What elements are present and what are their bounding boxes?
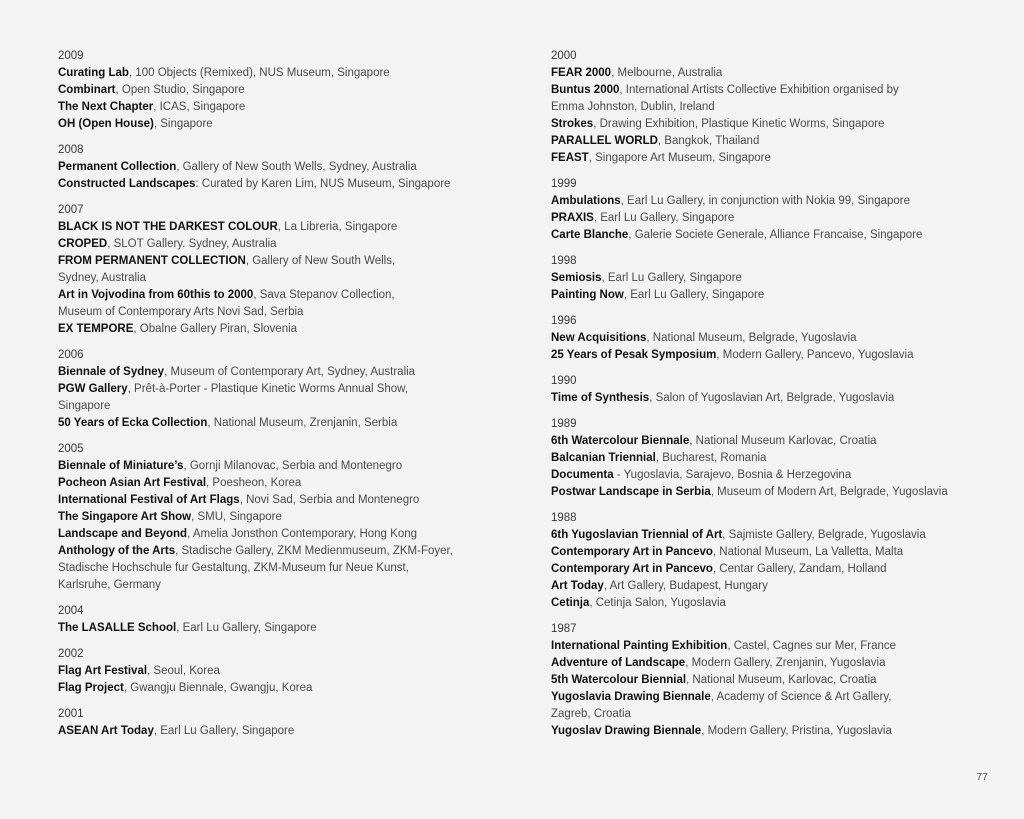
exhibition-title: Documenta xyxy=(551,469,614,481)
exhibition-entry xyxy=(58,475,498,492)
exhibition-details: , Sava Stepanov Collection, Museum of Contemporary Arts Novi Sad, Serbia xyxy=(58,289,395,318)
exhibition-title: 6th Watercolour Biennale xyxy=(551,435,690,447)
exhibition-details: , National Museum, Zrenjanin, Serbia xyxy=(207,417,398,429)
exhibition-entry xyxy=(551,638,991,655)
exhibition-title: Contemporary Art in Pancevo xyxy=(551,563,713,575)
year-section xyxy=(58,48,498,133)
exhibition-details: , Museum of Contemporary Art, Sydney, Australia xyxy=(164,366,416,378)
exhibition-details: , Novi Sad, Serbia and Montenegro xyxy=(239,494,420,506)
exhibition-details: , Singapore Art Museum, Singapore xyxy=(588,152,771,164)
exhibition-details: - Yugoslavia, Sarajevo, Bosnia & Herzegovina xyxy=(613,469,852,481)
exhibition-title: FEAST xyxy=(551,152,589,164)
exhibition-title: Art Today xyxy=(551,580,604,592)
exhibition-entry xyxy=(551,527,991,544)
exhibition-entry xyxy=(551,578,991,595)
exhibition-entry xyxy=(58,82,498,99)
year-heading: 2009 xyxy=(58,50,84,62)
exhibition-entry xyxy=(58,543,498,594)
exhibition-details: , Museum of Modern Art, Belgrade, Yugoslavia xyxy=(710,486,948,498)
year-section xyxy=(551,253,991,304)
year-section xyxy=(551,48,991,167)
exhibition-entry xyxy=(58,526,498,543)
exhibition-entry xyxy=(551,210,991,227)
exhibition-entry xyxy=(551,723,991,740)
exhibition-title: Yugoslav Drawing Biennale xyxy=(551,725,702,737)
exhibition-details: , Centar Gallery, Zandam, Holland xyxy=(712,563,887,575)
exhibition-title: Painting Now xyxy=(551,289,624,301)
exhibition-details: , Salon of Yugoslavian Art, Belgrade, Yugoslavia xyxy=(649,392,895,404)
exhibition-entry xyxy=(58,321,498,338)
year-heading: 2000 xyxy=(551,50,577,62)
page-number: 77 xyxy=(976,771,988,783)
exhibition-title: Permanent Collection xyxy=(58,161,177,173)
exhibition-details: , Earl Lu Gallery, Singapore xyxy=(601,272,742,284)
exhibition-entry xyxy=(551,655,991,672)
exhibition-entry xyxy=(551,467,991,484)
year-heading: 2004 xyxy=(58,605,84,617)
exhibition-entry xyxy=(551,287,991,304)
exhibition-details: , Earl Lu Gallery, Singapore xyxy=(153,725,295,737)
exhibition-title: ASEAN Art Today xyxy=(58,725,154,737)
year-heading: 1987 xyxy=(551,623,577,635)
year-section xyxy=(551,373,991,407)
exhibition-entry xyxy=(58,509,498,526)
exhibition-details: , Seoul, Korea xyxy=(147,665,220,677)
year-section xyxy=(551,176,991,244)
exhibition-entry xyxy=(551,150,991,167)
exhibition-entry xyxy=(58,663,498,680)
exhibition-details: , Cetinja Salon, Yugoslavia xyxy=(589,597,726,609)
exhibition-entry xyxy=(551,561,991,578)
exhibition-entry xyxy=(58,458,498,475)
exhibition-title: Strokes xyxy=(551,118,594,130)
exhibition-details: , Earl Lu Gallery, in conjunction with Nokia 99, Singapore xyxy=(620,195,910,207)
exhibition-details: , National Museum, Karlovac, Croatia xyxy=(686,674,877,686)
exhibition-details: , Stadische Gallery, ZKM Medienmuseum, ZKM-Foyer, Stadische Hochschule fur Gestaltung, ZKM-Museum fur Neue Kunst, Karlsruhe, Germany xyxy=(58,545,453,591)
exhibition-title: Curating Lab xyxy=(58,67,129,79)
exhibition-title: Biennale of Sydney xyxy=(58,366,165,378)
year-section xyxy=(551,621,991,740)
exhibition-details: , Singapore xyxy=(153,118,213,130)
year-heading: 2001 xyxy=(58,708,84,720)
exhibition-entry xyxy=(58,176,498,193)
year-section xyxy=(58,706,498,740)
year-heading: 1999 xyxy=(551,178,577,190)
exhibition-title: PRAXIS xyxy=(551,212,594,224)
exhibition-entry xyxy=(551,484,991,501)
exhibition-title: Semiosis xyxy=(551,272,602,284)
exhibition-entry xyxy=(58,287,498,321)
exhibition-entry xyxy=(58,65,498,82)
exhibition-title: Adventure of Landscape xyxy=(551,657,686,669)
year-section xyxy=(551,313,991,364)
exhibition-title: Cetinja xyxy=(551,597,590,609)
exhibition-entry xyxy=(551,672,991,689)
exhibition-title: Ambulations xyxy=(551,195,621,207)
exhibition-title: The LASALLE School xyxy=(58,622,177,634)
exhibition-details: , Modern Gallery, Zrenjanin, Yugoslavia xyxy=(685,657,886,669)
year-heading: 1996 xyxy=(551,315,577,327)
year-heading: 2007 xyxy=(58,204,84,216)
left-column xyxy=(58,48,498,749)
year-heading: 2008 xyxy=(58,144,84,156)
exhibition-details: , Art Gallery, Budapest, Hungary xyxy=(603,580,768,592)
exhibition-entry xyxy=(551,347,991,364)
year-heading: 1998 xyxy=(551,255,577,267)
exhibition-entry xyxy=(58,415,498,432)
exhibition-title: Balcanian Triennial xyxy=(551,452,656,464)
exhibition-entry xyxy=(58,620,498,637)
exhibition-title: Yugoslavia Drawing Biennale xyxy=(551,691,711,703)
exhibition-details: , SLOT Gallery. Sydney, Australia xyxy=(107,238,277,250)
exhibition-details: , Sajmiste Gallery, Belgrade, Yugoslavia xyxy=(722,529,926,541)
year-section xyxy=(58,441,498,594)
exhibition-details: , Academy of Science & Art Gallery, Zagreb, Croatia xyxy=(551,691,892,720)
exhibition-details: , Drawing Exhibition, Plastique Kinetic Worms, Singapore xyxy=(593,118,885,130)
exhibition-entry xyxy=(551,193,991,210)
year-heading: 2005 xyxy=(58,443,84,455)
exhibition-details: , SMU, Singapore xyxy=(191,511,282,523)
exhibition-details: , International Artists Collective Exhibition organised by Emma Johnston, Dublin, Ireland xyxy=(551,84,899,113)
exhibition-title: FROM PERMANENT COLLECTION xyxy=(58,255,246,267)
exhibition-entry xyxy=(551,433,991,450)
year-heading: 2002 xyxy=(58,648,84,660)
exhibition-entry xyxy=(58,680,498,697)
exhibition-entry xyxy=(58,492,498,509)
exhibition-details: , National Museum, Belgrade, Yugoslavia xyxy=(646,332,857,344)
exhibition-title: Flag Project xyxy=(58,682,124,694)
exhibition-details: , Modern Gallery, Pancevo, Yugoslavia xyxy=(716,349,914,361)
exhibition-entry xyxy=(551,133,991,150)
exhibition-title: The Next Chapter xyxy=(58,101,154,113)
exhibition-title: EX TEMPORE xyxy=(58,323,134,335)
year-heading: 1988 xyxy=(551,512,577,524)
exhibition-entry xyxy=(551,227,991,244)
exhibition-details: , La Libreria, Singapore xyxy=(277,221,398,233)
exhibition-title: Combinart xyxy=(58,84,116,96)
exhibition-details: : Curated by Karen Lim, NUS Museum, Singapore xyxy=(195,178,451,190)
exhibition-title: Pocheon Asian Art Festival xyxy=(58,477,207,489)
exhibition-entry xyxy=(551,544,991,561)
exhibition-entry xyxy=(551,270,991,287)
exhibition-details: , Castel, Cagnes sur Mer, France xyxy=(727,640,897,652)
exhibition-details: , Obalne Gallery Piran, Slovenia xyxy=(133,323,298,335)
year-section xyxy=(551,416,991,501)
exhibition-details: , Gwangju Biennale, Gwangju, Korea xyxy=(123,682,313,694)
exhibition-entry xyxy=(58,364,498,381)
exhibition-title: Anthology of the Arts xyxy=(58,545,176,557)
exhibition-details: , National Museum Karlovac, Croatia xyxy=(689,435,877,447)
exhibition-details: , National Museum, La Valletta, Malta xyxy=(712,546,904,558)
exhibition-details: , Poesheon, Korea xyxy=(206,477,302,489)
year-section xyxy=(58,347,498,432)
exhibition-details: , Galerie Societe Generale, Alliance Francaise, Singapore xyxy=(628,229,923,241)
year-heading: 2006 xyxy=(58,349,84,361)
exhibition-details: , Earl Lu Gallery, Singapore xyxy=(623,289,765,301)
year-heading: 1989 xyxy=(551,418,577,430)
exhibition-title: New Acquisitions xyxy=(551,332,647,344)
exhibition-entry xyxy=(551,330,991,347)
year-section xyxy=(58,603,498,637)
exhibition-title: CROPED xyxy=(58,238,108,250)
exhibition-title: 50 Years of Ecka Collection xyxy=(58,417,208,429)
exhibition-details: , Melbourne, Australia xyxy=(611,67,723,79)
exhibition-entry xyxy=(58,253,498,287)
exhibition-entry xyxy=(551,65,991,82)
exhibition-entry xyxy=(551,116,991,133)
exhibition-entry xyxy=(58,99,498,116)
exhibition-title: BLACK IS NOT THE DARKEST COLOUR xyxy=(58,221,278,233)
exhibition-details: , Earl Lu Gallery, Singapore xyxy=(176,622,317,634)
year-section xyxy=(58,646,498,697)
exhibition-title: 5th Watercolour Biennial xyxy=(551,674,687,686)
exhibition-title: Art in Vojvodina from 60this to 2000 xyxy=(58,289,254,301)
exhibition-details: , Bangkok, Thailand xyxy=(657,135,760,147)
exhibition-details: , Prêt-à-Porter - Plastique Kinetic Worms Annual Show, Singapore xyxy=(58,383,409,412)
exhibition-title: Carte Blanche xyxy=(551,229,629,241)
exhibition-details: , Gornji Milanovac, Serbia and Montenegro xyxy=(183,460,403,472)
exhibition-title: International Festival of Art Flags xyxy=(58,494,240,506)
year-heading: 1990 xyxy=(551,375,577,387)
exhibition-entry xyxy=(551,450,991,467)
exhibition-title: Flag Art Festival xyxy=(58,665,148,677)
exhibition-title: Landscape and Beyond xyxy=(58,528,188,540)
exhibition-entry xyxy=(58,723,498,740)
exhibition-details: , Open Studio, Singapore xyxy=(115,84,245,96)
exhibition-title: 25 Years of Pesak Symposium xyxy=(551,349,717,361)
exhibition-title: The Singapore Art Show xyxy=(58,511,192,523)
exhibition-details: , Bucharest, Romania xyxy=(655,452,767,464)
exhibition-title: Contemporary Art in Pancevo xyxy=(551,546,713,558)
exhibition-title: Buntus 2000 xyxy=(551,84,620,96)
exhibition-details: , Earl Lu Gallery, Singapore xyxy=(593,212,735,224)
exhibition-entry xyxy=(58,116,498,133)
exhibition-details: , Gallery of New South Wells, Sydney, Australia xyxy=(58,255,396,284)
exhibition-title: 6th Yugoslavian Triennial of Art xyxy=(551,529,723,541)
exhibition-title: Biennale of Miniature’s xyxy=(58,460,184,472)
exhibition-title: OH (Open House) xyxy=(58,118,154,130)
exhibition-entry xyxy=(58,159,498,176)
exhibition-title: FEAR 2000 xyxy=(551,67,612,79)
exhibition-title: PARALLEL WORLD xyxy=(551,135,658,147)
exhibition-title: PGW Gallery xyxy=(58,383,128,395)
exhibition-title: Time of Synthesis xyxy=(551,392,650,404)
right-column xyxy=(551,48,991,749)
exhibition-entry xyxy=(58,219,498,236)
exhibition-details: , ICAS, Singapore xyxy=(153,101,246,113)
year-section xyxy=(58,142,498,193)
exhibition-entry xyxy=(551,390,991,407)
exhibition-entry xyxy=(551,595,991,612)
exhibition-entry xyxy=(58,236,498,253)
exhibition-entry xyxy=(58,381,498,415)
year-section xyxy=(58,202,498,338)
exhibition-details: , 100 Objects (Remixed), NUS Museum, Singapore xyxy=(128,67,390,79)
year-section xyxy=(551,510,991,612)
exhibition-title: International Painting Exhibition xyxy=(551,640,728,652)
exhibition-entry xyxy=(551,82,991,116)
exhibition-entry xyxy=(551,689,991,723)
exhibition-details: , Gallery of New South Wells, Sydney, Australia xyxy=(176,161,417,173)
exhibition-title: Constructed Landscapes xyxy=(58,178,196,190)
exhibition-details: , Modern Gallery, Pristina, Yugoslavia xyxy=(701,725,892,737)
exhibition-details: , Amelia Jonsthon Contemporary, Hong Kong xyxy=(187,528,418,540)
exhibition-title: Postwar Landscape in Serbia xyxy=(551,486,711,498)
